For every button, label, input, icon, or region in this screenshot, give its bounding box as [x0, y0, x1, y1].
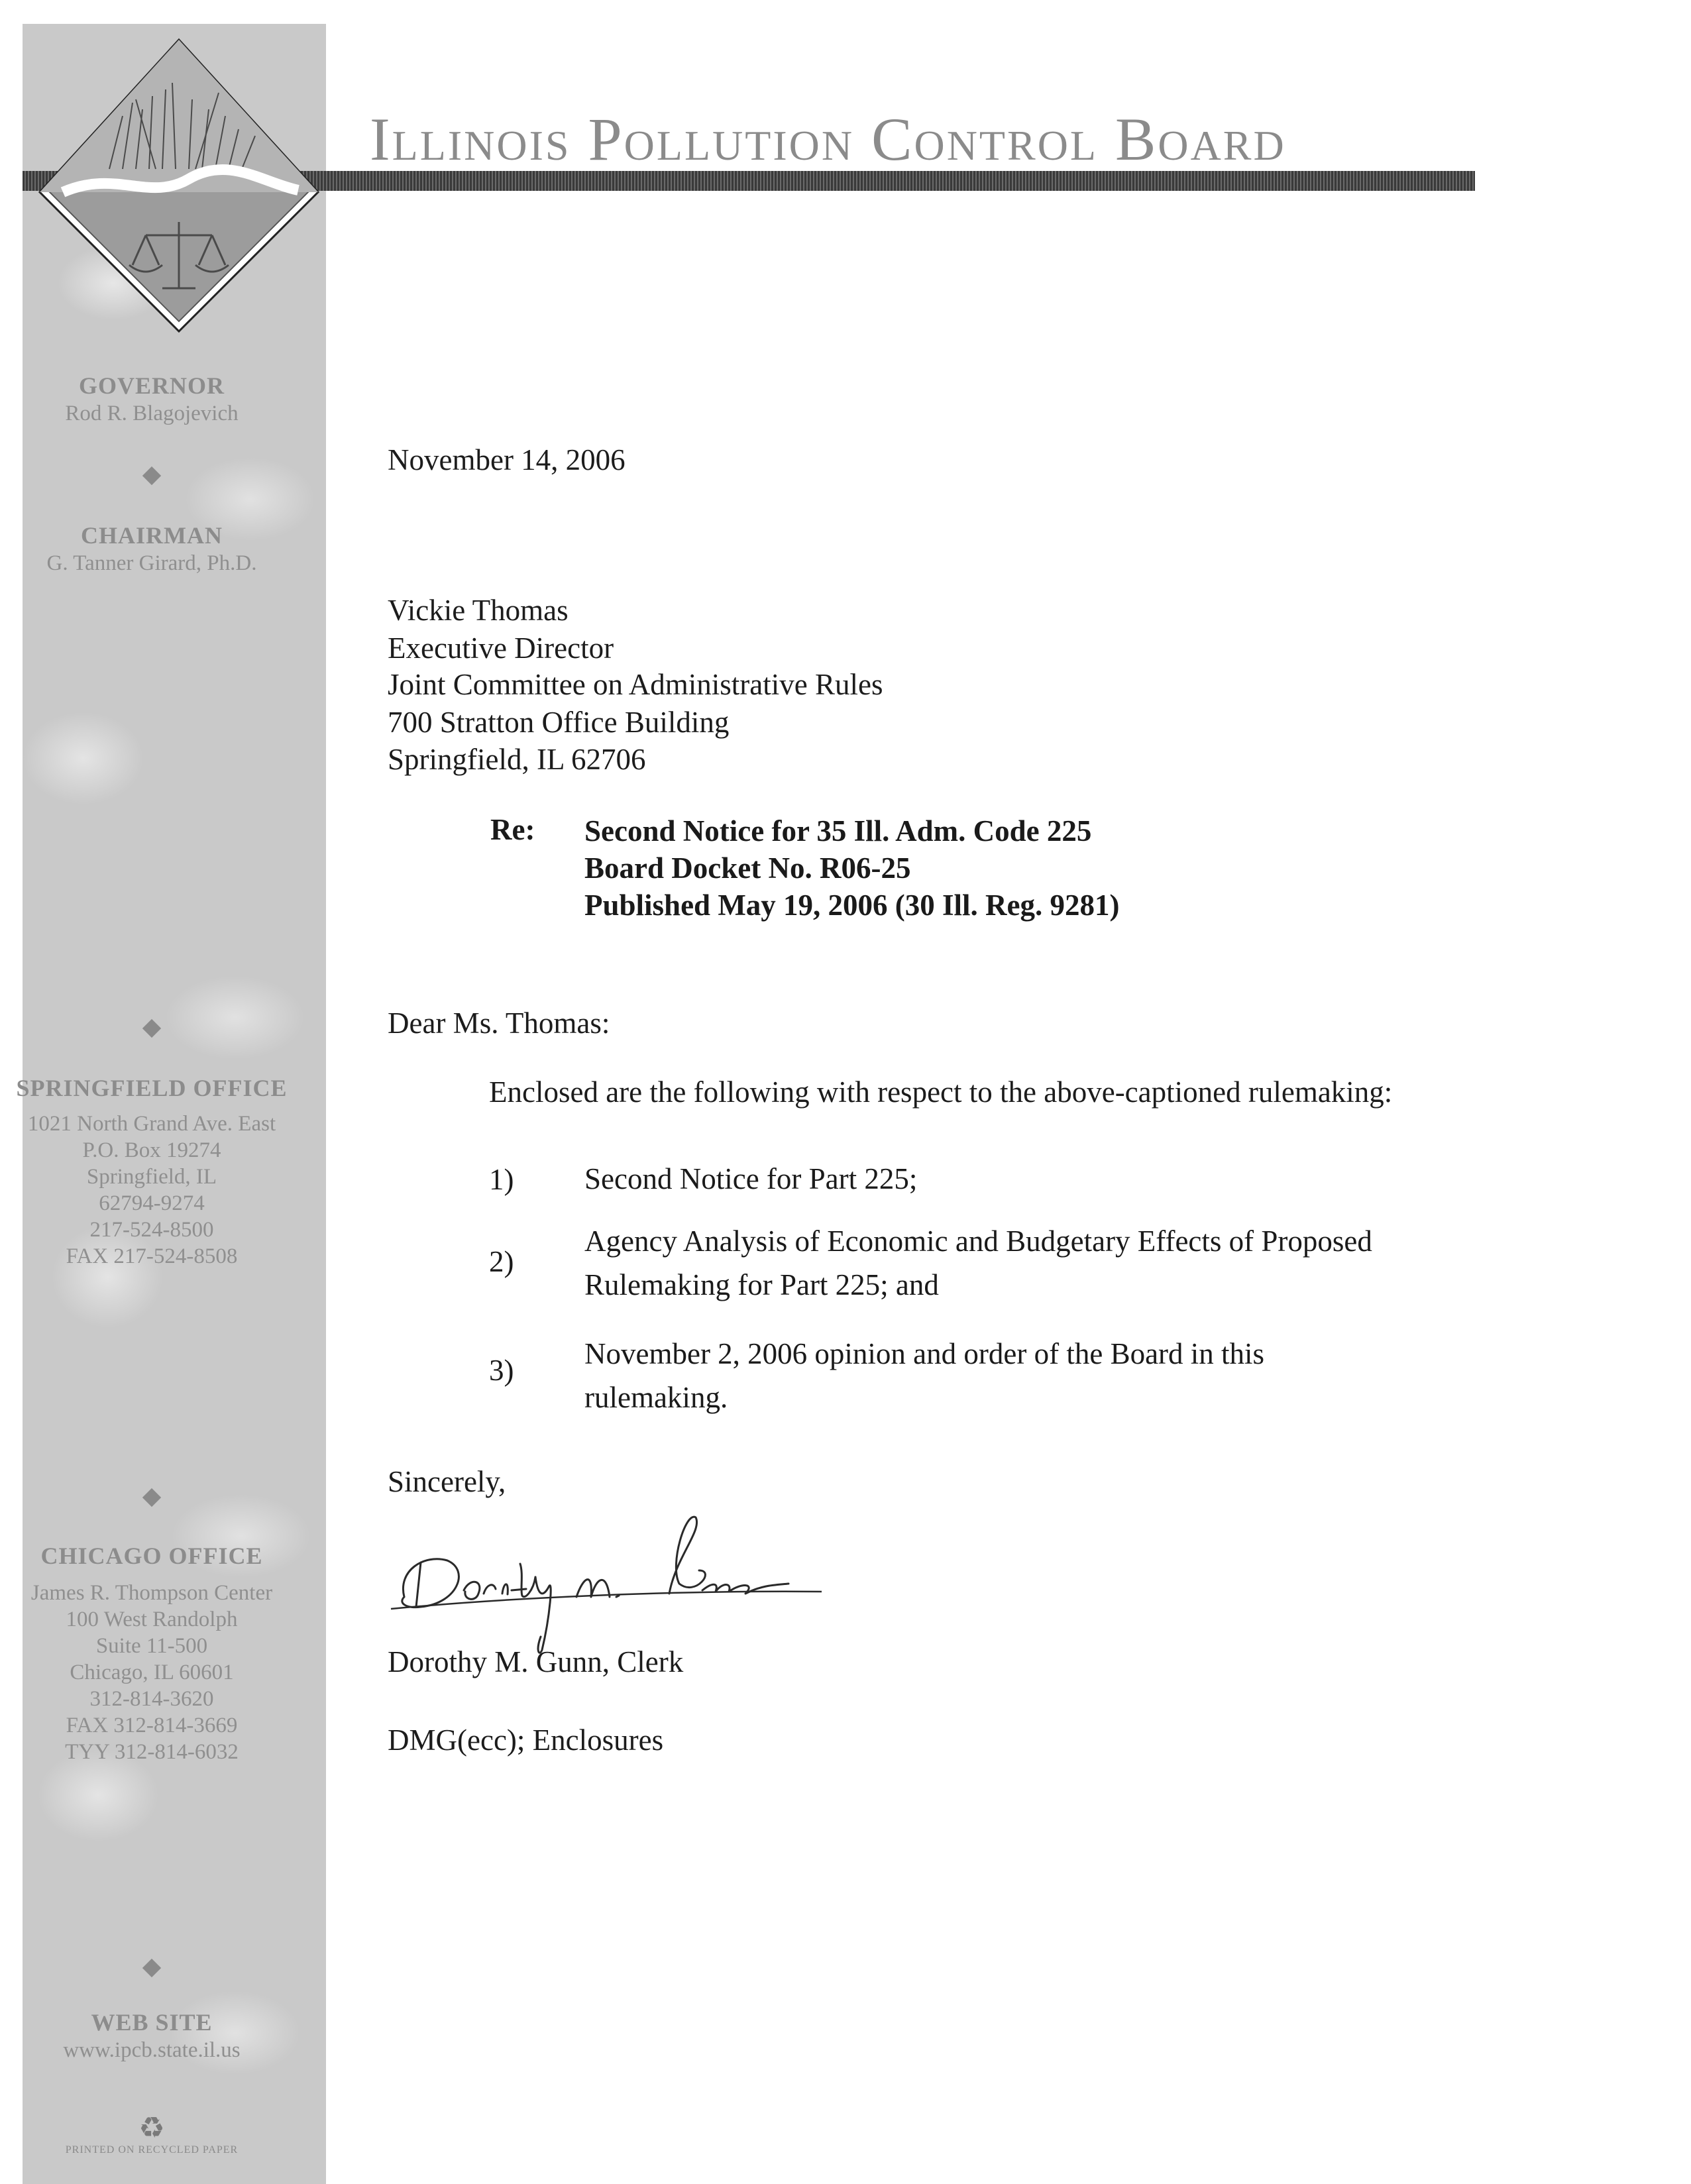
- intro-paragraph: Enclosed are the following with respect to the above-captioned rulemaking:: [489, 1075, 1393, 1109]
- recycle-icon: ♻: [138, 2112, 165, 2144]
- chicago-address-line: James R. Thompson Center: [30, 1581, 273, 1605]
- list-number: 2): [489, 1245, 514, 1278]
- website-heading: WEB SITE: [91, 2009, 213, 2036]
- sidebar-springfield-office: [0, 1073, 303, 1270]
- governor-heading: GOVERNOR: [78, 372, 225, 399]
- recipient-name: Vickie Thomas: [388, 594, 569, 627]
- chicago-fax: FAX 312-814-3669: [66, 1714, 238, 1737]
- chicago-address-line: 100 West Randolph: [66, 1608, 238, 1631]
- list-item-line: Agency Analysis of Economic and Budgetary Effects of Proposed: [584, 1225, 1372, 1258]
- reference-initials: DMG(ecc); Enclosures: [388, 1723, 664, 1757]
- sidebar-chairman: [0, 521, 303, 576]
- sidebar-recycled: [0, 2114, 303, 2157]
- chicago-phone: 312-814-3620: [89, 1687, 214, 1711]
- sidebar-website: [0, 2008, 303, 2063]
- springfield-phone: 217-524-8500: [89, 1218, 214, 1242]
- list-item-line: Second Notice for Part 225;: [584, 1162, 918, 1195]
- springfield-address-line: Springfield, IL: [86, 1165, 217, 1189]
- chairman-heading: CHAIRMAN: [81, 522, 223, 549]
- re-label: Re:: [490, 813, 535, 846]
- governor-name: Rod R. Blagojevich: [65, 402, 239, 425]
- recipient-organization: Joint Committee on Administrative Rules: [388, 668, 883, 701]
- re-line: Published May 19, 2006 (30 Ill. Reg. 9281): [584, 889, 1120, 922]
- closing: Sincerely,: [388, 1465, 506, 1498]
- sidebar-chicago-office: [0, 1541, 303, 1765]
- salutation: Dear Ms. Thomas:: [388, 1007, 610, 1040]
- recipient-title: Executive Director: [388, 631, 614, 665]
- website-url: www.ipcb.state.il.us: [63, 2038, 241, 2062]
- springfield-fax: FAX 217-524-8508: [66, 1244, 238, 1268]
- list-item: [584, 1219, 1372, 1307]
- springfield-address-line: P.O. Box 19274: [82, 1138, 221, 1162]
- list-item-line: Rulemaking for Part 225; and: [584, 1268, 939, 1301]
- list-item-line: November 2, 2006 opinion and order of the Board in this: [584, 1337, 1265, 1370]
- recipient-address-line2: Springfield, IL 62706: [388, 743, 646, 776]
- chicago-address-line: Suite 11-500: [95, 1634, 208, 1658]
- chicago-tty: TYY 312-814-6032: [65, 1740, 239, 1764]
- springfield-address-line: 1021 North Grand Ave. East: [27, 1112, 276, 1136]
- springfield-heading: SPRINGFIELD OFFICE: [16, 1075, 288, 1101]
- sidebar-governor: [0, 371, 303, 427]
- list-item-line: rulemaking.: [584, 1381, 728, 1414]
- recycled-paper-note: PRINTED ON RECYCLED PAPER: [65, 2144, 239, 2156]
- signer-name: Dorothy M. Gunn, Clerk: [388, 1645, 684, 1678]
- recipient-address-line1: 700 Stratton Office Building: [388, 706, 730, 739]
- re-line: Second Notice for 35 Ill. Adm. Code 225: [584, 814, 1092, 847]
- organization-title: Illinois Pollution Control Board: [370, 105, 1286, 173]
- re-subject: [584, 812, 1120, 924]
- list-number: 1): [489, 1163, 514, 1196]
- springfield-address-line: 62794-9274: [99, 1191, 205, 1215]
- chairman-name: G. Tanner Girard, Ph.D.: [46, 551, 257, 575]
- list-number: 3): [489, 1354, 514, 1387]
- chicago-address-line: Chicago, IL 60601: [70, 1661, 234, 1684]
- chicago-heading: CHICAGO OFFICE: [40, 1543, 263, 1569]
- list-item: [584, 1332, 1264, 1419]
- re-line: Board Docket No. R06-25: [584, 851, 911, 885]
- list-item: [584, 1157, 917, 1201]
- ipcb-logo: [36, 36, 321, 335]
- letter-date: November 14, 2006: [388, 443, 626, 476]
